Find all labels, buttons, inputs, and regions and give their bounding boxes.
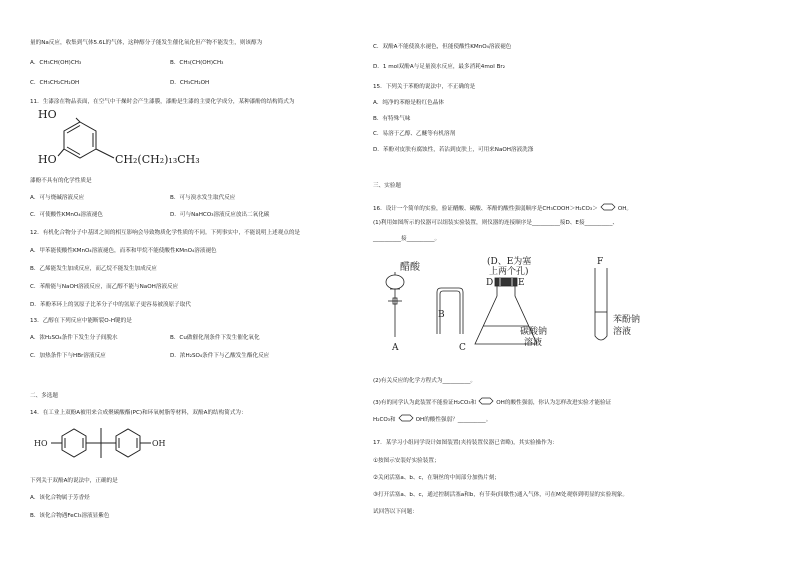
- q16-part-1: (1)利用如图所示的仪器可以组装实验装置，则仪器的连接顺序是__________接D、E接__________、: [373, 220, 619, 226]
- q16-part-1b: __________接__________。: [373, 236, 441, 242]
- q15-option-c: C．易溶于乙醇、乙醚等有机溶剂: [373, 131, 456, 137]
- q12-option-a: A．甲苯能使酸性KMnO₄溶液褪色，而苯和甲烷不能使酸性KMnO₄溶液褪色: [30, 248, 217, 254]
- q16-apparatus-figure: [375, 252, 641, 366]
- fig-label-c: C: [459, 343, 466, 353]
- q15-option-b: B．有特殊气味: [373, 116, 411, 122]
- fig-label-d: D: [486, 278, 494, 288]
- q14-oh: OH: [152, 439, 166, 448]
- urushiol-structure: [36, 110, 236, 176]
- fig-label-b: B: [438, 310, 445, 320]
- fig-label-a: A: [392, 343, 399, 353]
- q14-option-b: B．该化合物遇FeCl₃溶液显紫色: [30, 513, 110, 519]
- q16-part-3-suffix: OH的酸性强弱，你认为怎样改进实验才能验证: [496, 400, 612, 406]
- q14-option-c: C．双酚A不能使溴水褪色，但能使酸性KMnO₄溶液褪色: [373, 44, 512, 50]
- q13-stem: 13．乙醇在下列反应中能断裂O-H键的是: [30, 318, 132, 324]
- fig-label-f: F: [597, 257, 604, 267]
- q17-step-1: ①按图示安装好实验装置；: [373, 458, 440, 464]
- q16-part-3b: [373, 414, 491, 424]
- q14-ho: HO: [34, 439, 48, 448]
- q14-stem: 14．在工业上双酚A被用来合成聚碳酸酯(PC)和环氧树脂等材料，双酚A的结构简式为：: [30, 410, 247, 416]
- q12-option-d: D．苯酚苯环上的氢原子比苯分子中的氢原子更容易被溴原子取代: [30, 302, 191, 308]
- q10-stem: 量的Na反应，收集到气体5.6L的气体，这种醇分子能发生催化氧化但产物不能发生，则该醇为: [30, 40, 263, 46]
- q15-stem: 15．下列关于苯酚的说法中，不正确的是: [373, 84, 476, 90]
- section-3-heading: 三、实验题: [373, 183, 401, 189]
- q15-option-d: D．苯酚对皮肤有腐蚀性，若沾到皮肤上，可用来NaOH溶液洗涤: [373, 147, 534, 153]
- benzene-ring-icon: [598, 203, 618, 211]
- q11-question: 漆酚不具有的化学性质是: [30, 178, 92, 184]
- q12-option-b: B．乙烯能发生加成反应，而乙烷不能发生加成反应: [30, 266, 157, 272]
- benzene-ring-icon: [396, 414, 416, 422]
- fig-flask-text-2: 溶液: [524, 338, 543, 348]
- q15-option-a: A．纯净的苯酚是粉红色晶体: [373, 100, 444, 106]
- fig-tube-text-1: 苯酚钠: [613, 315, 641, 325]
- q11-option-d: D．可与NaHCO₃溶液反应放出二氧化碳: [170, 212, 270, 218]
- q10-option-b: B．CH₃(CH(OH)CH₃: [170, 60, 224, 66]
- q14-option-d: D．1 mol双酚A与足量溴水反应，最多消耗4mol Br₂: [373, 64, 505, 70]
- q16-part-2: (2)有关反应的化学方程式为__________。: [373, 378, 477, 384]
- q17-step-3: ③打开活塞a、b、c，通过控制活塞a和b，有节奏(间歇性)通入气体，可在M处观察到明显的实验现象。: [373, 492, 628, 498]
- q11-ho-bottom: HO: [38, 153, 57, 166]
- q10-option-c: C．CH₃CH₂CH₂OH: [30, 80, 80, 86]
- q13-option-b: B．Cu做催化剂条件下发生催化氧化: [170, 335, 260, 341]
- q11-option-c: C．可使酸性KMnO₄溶液褪色: [30, 212, 103, 218]
- q13-option-a: A．浓H₂SO₄条件下发生分子间脱水: [30, 335, 118, 341]
- q17-stem: 17．某学习小组同学设计如图装置(夹持装置仪器已省略)，其实验操作为：: [373, 440, 558, 446]
- q10-option-a: A．CH₃CH(OH)CH₃: [30, 60, 82, 66]
- q14-option-a: A．该化合物属于芳香烃: [30, 495, 90, 501]
- q11-option-b: B．可与溴水发生取代反应: [170, 195, 236, 201]
- q13-option-d: D．浓H₂SO₄条件下与乙酸发生酯化反应: [170, 353, 270, 359]
- q16-part-3b-prefix: H₂CO₃和: [373, 417, 396, 423]
- q14-question: 下列关于双酚A的说法中，正确的是: [30, 478, 118, 484]
- benzene-ring-icon: [476, 397, 496, 405]
- q16-stem: [373, 203, 632, 213]
- fig-note-line-2: 上两个孔): [489, 267, 529, 277]
- q12-stem: 12．有机化合物分子中基团之间的相互影响会导致物质化学性质的不同。下列事实中，不能说明上述观点的是: [30, 230, 301, 236]
- q11-ho-top: HO: [38, 108, 57, 121]
- section-2-heading: 二、多选题: [30, 393, 58, 399]
- fig-label-e: E: [518, 278, 525, 288]
- fig-tube-text-2: 溶液: [613, 327, 632, 337]
- q11-option-a: A．可与烧碱溶液反应: [30, 195, 85, 201]
- q16-part-3-prefix: (3)有的同学认为此装置不能验证H₂CO₃和: [373, 400, 477, 406]
- fig-note-line-1: (D、E为塞: [487, 257, 532, 267]
- q16-part-3: [373, 397, 611, 407]
- fig-vinegar-label: 醋酸: [400, 262, 420, 273]
- bisphenol-a-structure: [34, 420, 184, 474]
- q17-tail: 试回答以下问题：: [373, 509, 418, 515]
- q13-option-c: C．加热条件下与HBr溶液反应: [30, 353, 106, 359]
- q12-option-c: C．苯酚能与NaOH溶液反应，而乙醇不能与NaOH溶液反应: [30, 284, 179, 290]
- fig-flask-text-1: 碳酸钠: [520, 327, 548, 337]
- q16-stem-suffix: OH。: [617, 206, 633, 212]
- q16-part-3b-suffix: OH的酸性强弱？__________。: [415, 417, 492, 423]
- q16-stem-prefix: 16．设计一个简单的实验，验证醋酸、碳酸、苯酚的酸性强弱顺序是CH₃COOH＞H₂CO₃＞: [373, 206, 598, 212]
- q10-option-d: D．CH₃CH₂OH: [170, 80, 210, 86]
- q11-chain: CH₂(CH₂)₁₃CH₃: [115, 153, 200, 166]
- q17-step-2: ②关闭活塞a、b、c，在铜丝的中间部分加热片刻；: [373, 475, 500, 481]
- q11-stem: 11．生漆涂在物品表面，在空气中干燥时会产生漆膜，漆酚是生漆的主要化学成分，某种漆酚的结构简式为: [30, 99, 295, 105]
